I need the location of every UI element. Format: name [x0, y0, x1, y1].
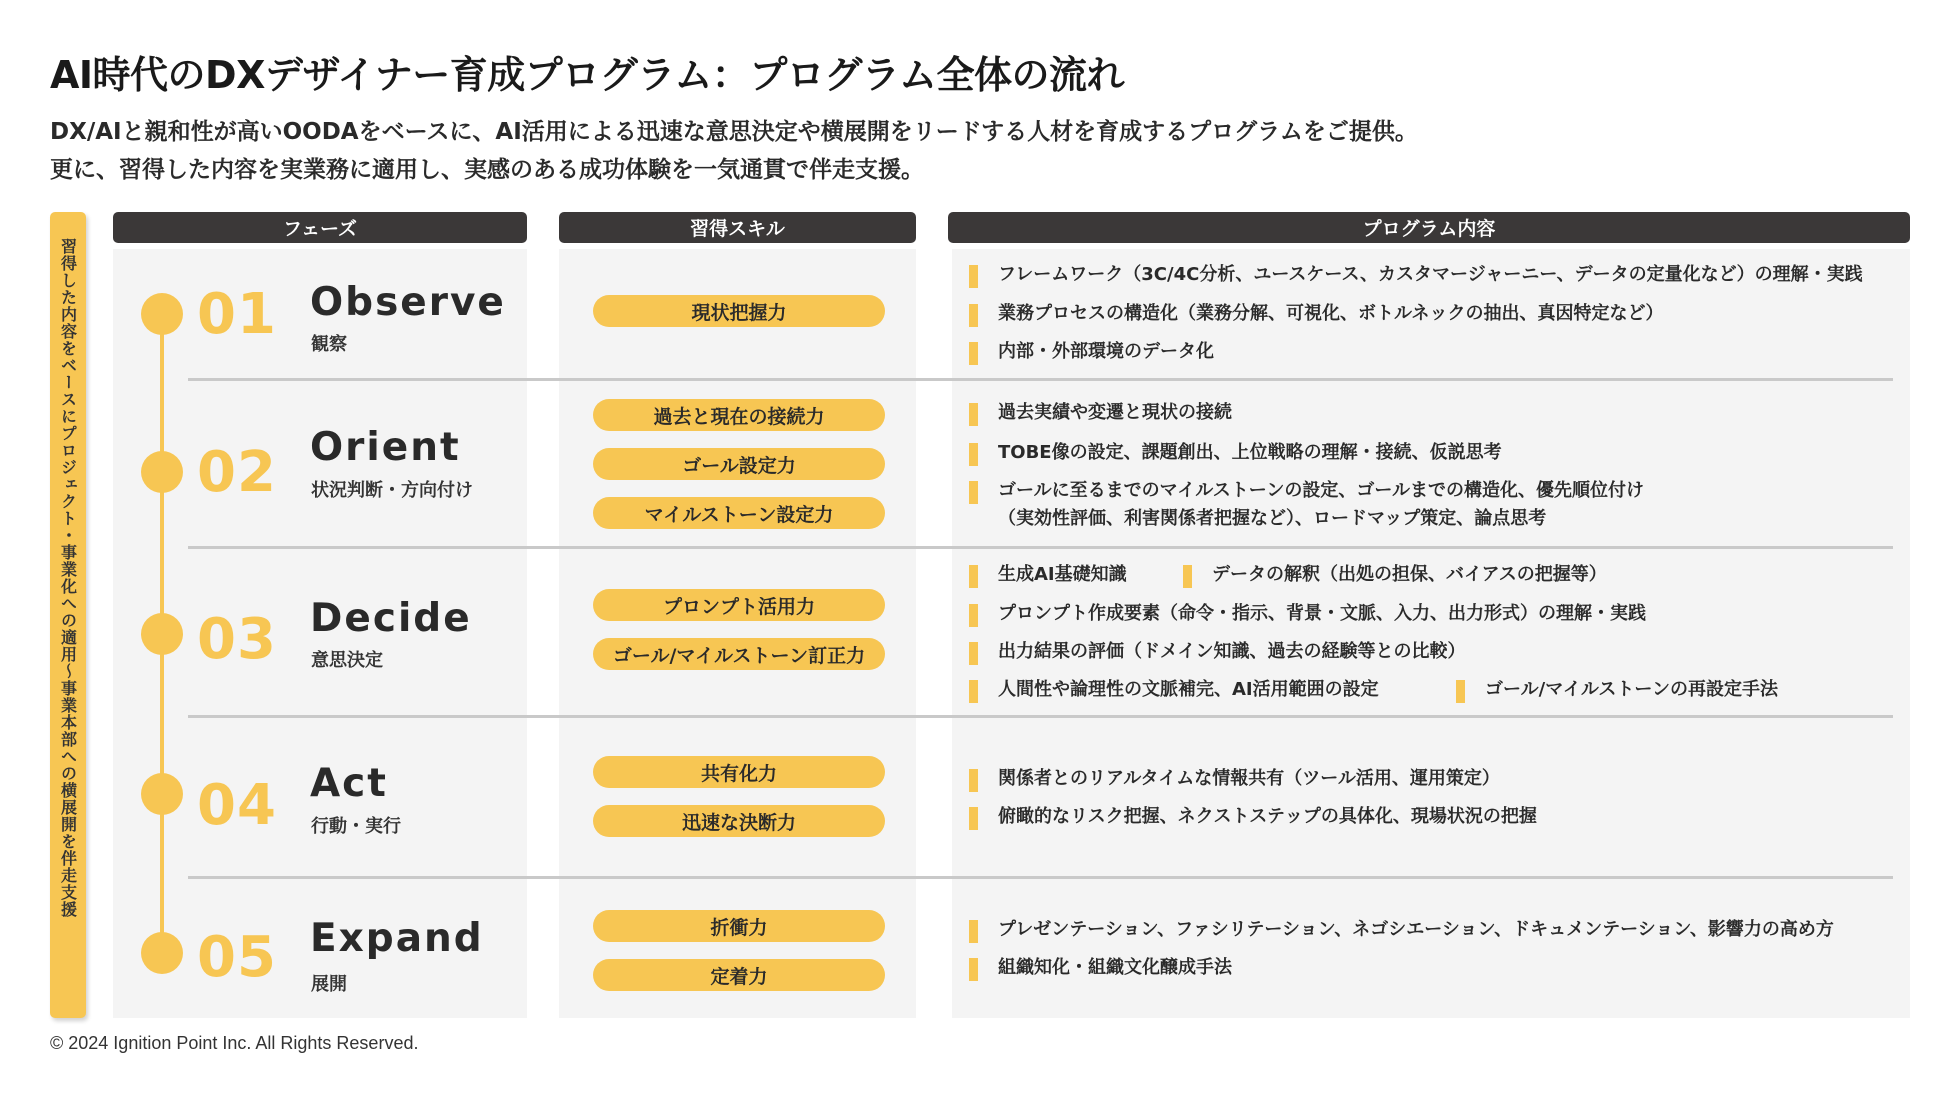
bullet-marker: [969, 920, 978, 943]
phase-name: Act: [310, 761, 388, 806]
row-divider: [188, 715, 1893, 718]
skill-pill: 定着力: [593, 959, 885, 991]
side-support-bar: [50, 212, 86, 1018]
bullet-marker: [1456, 680, 1465, 703]
phase-name: Decide: [310, 596, 472, 641]
program-item: 関係者とのリアルタイムな情報共有（ツール活用、運用策定）: [998, 768, 1500, 789]
program-item: データの解釈（出処の担保、バイアスの把握等）: [1212, 564, 1607, 585]
row-divider: [188, 378, 1893, 381]
bullet-marker: [969, 642, 978, 665]
header-phase: フェーズ: [113, 212, 527, 243]
phase-jp-label: 状況判断・方向付け: [311, 480, 473, 501]
subtitle-line-2: 更に、習得した内容を実業務に適用し、実感のある成功体験を一気通貫で伴走支援。: [50, 157, 924, 183]
skill-pill: 折衝力: [593, 910, 885, 942]
program-item: TOBE像の設定、課題創出、上位戦略の理解・接続、仮説思考: [998, 442, 1502, 463]
program-item: 俯瞰的なリスク把握、ネクストステップの具体化、現場状況の把握: [998, 806, 1537, 827]
program-item: ゴールに至るまでのマイルストーンの設定、ゴールまでの構造化、優先順位付け: [998, 480, 1645, 501]
bullet-marker: [969, 403, 978, 426]
bullet-marker: [969, 342, 978, 365]
side-support-label: 習得した内容をベースにプロジェクト・事業化への適用〜事業本部への横展開を伴走支援: [58, 238, 78, 918]
phase-number: 04: [197, 773, 277, 838]
bullet-marker: [969, 769, 978, 792]
phase-jp-label: 意思決定: [311, 650, 383, 671]
bullet-marker: [969, 443, 978, 466]
skill-pill: マイルストーン設定力: [593, 497, 885, 529]
program-item: ゴール/マイルストーンの再設定手法: [1485, 679, 1778, 700]
program-item: フレームワーク（3C/4C分析、ユースケース、カスタマージャーニー、データの定量化など）の理解・実践: [998, 264, 1863, 285]
skill-pill: 迅速な決断力: [593, 805, 885, 837]
program-item: 業務プロセスの構造化（業務分解、可視化、ボトルネックの抽出、真因特定など）: [998, 303, 1664, 324]
program-item: 出力結果の評価（ドメイン知識、過去の経験等との比較）: [998, 641, 1466, 662]
program-item: 過去実績や変遷と現状の接続: [998, 402, 1232, 423]
phase-name: Expand: [310, 916, 484, 961]
page-title: AI時代のDXデザイナー育成プログラム：プログラム全体の流れ: [50, 53, 1124, 97]
subtitle-line-1: DX/AIと親和性が高いOODAをベースに、AI活用による迅速な意思決定や横展開をリードする人材を育成するプログラムをご提供。: [50, 119, 1418, 145]
program-item: 組織知化・組織文化醸成手法: [998, 957, 1232, 978]
timeline-dot: [141, 613, 183, 655]
phase-jp-label: 展開: [311, 974, 347, 995]
program-item-continuation: （実効性評価、利害関係者把握など）、ロードマップ策定、論点思考: [998, 508, 1547, 529]
skill-pill: 過去と現在の接続力: [593, 399, 885, 431]
program-item: 内部・外部環境のデータ化: [998, 341, 1214, 362]
skill-column-panel: [559, 249, 916, 1018]
program-column-panel: [952, 249, 1910, 1018]
bullet-marker: [969, 807, 978, 830]
timeline-dot: [141, 773, 183, 815]
program-item: プロンプト作成要素（命令・指示、背景・文脈、入力、出力形式）の理解・実践: [998, 603, 1646, 624]
phase-jp-label: 行動・実行: [311, 816, 401, 837]
skill-pill: プロンプト活用力: [593, 589, 885, 621]
skill-pill: ゴール/マイルストーン訂正力: [593, 638, 885, 670]
bullet-marker: [969, 265, 978, 288]
bullet-marker: [969, 565, 978, 588]
skill-pill: ゴール設定力: [593, 448, 885, 480]
bullet-marker: [969, 304, 978, 327]
header-program: プログラム内容: [948, 212, 1910, 243]
phase-name: Observe: [310, 280, 506, 325]
phase-number: 02: [197, 440, 277, 505]
phase-name: Orient: [310, 425, 461, 470]
bullet-marker: [969, 958, 978, 981]
page-subtitle: [50, 113, 1418, 189]
phase-number: 01: [197, 282, 277, 347]
phase-jp-label: 観察: [311, 334, 347, 355]
row-divider: [188, 876, 1893, 879]
program-item: プレゼンテーション、ファシリテーション、ネゴシエーション、ドキュメンテーション、影響力の高め方: [998, 919, 1834, 940]
timeline-dot: [141, 293, 183, 335]
timeline-dot: [141, 451, 183, 493]
bullet-marker: [1183, 565, 1192, 588]
copyright-footer: © 2024 Ignition Point Inc. All Rights Reserved.: [50, 1033, 419, 1053]
timeline-dot: [141, 932, 183, 974]
program-item: 人間性や論理性の文脈補完、AI活用範囲の設定: [998, 679, 1379, 700]
bullet-marker: [969, 481, 978, 504]
header-skill: 習得スキル: [559, 212, 916, 243]
bullet-marker: [969, 604, 978, 627]
phase-number: 05: [197, 925, 277, 990]
phase-number: 03: [197, 607, 277, 672]
row-divider: [188, 546, 1893, 549]
bullet-marker: [969, 680, 978, 703]
program-item: 生成AI基礎知識: [998, 564, 1127, 585]
skill-pill: 共有化力: [593, 756, 885, 788]
skill-pill: 現状把握力: [593, 295, 885, 327]
